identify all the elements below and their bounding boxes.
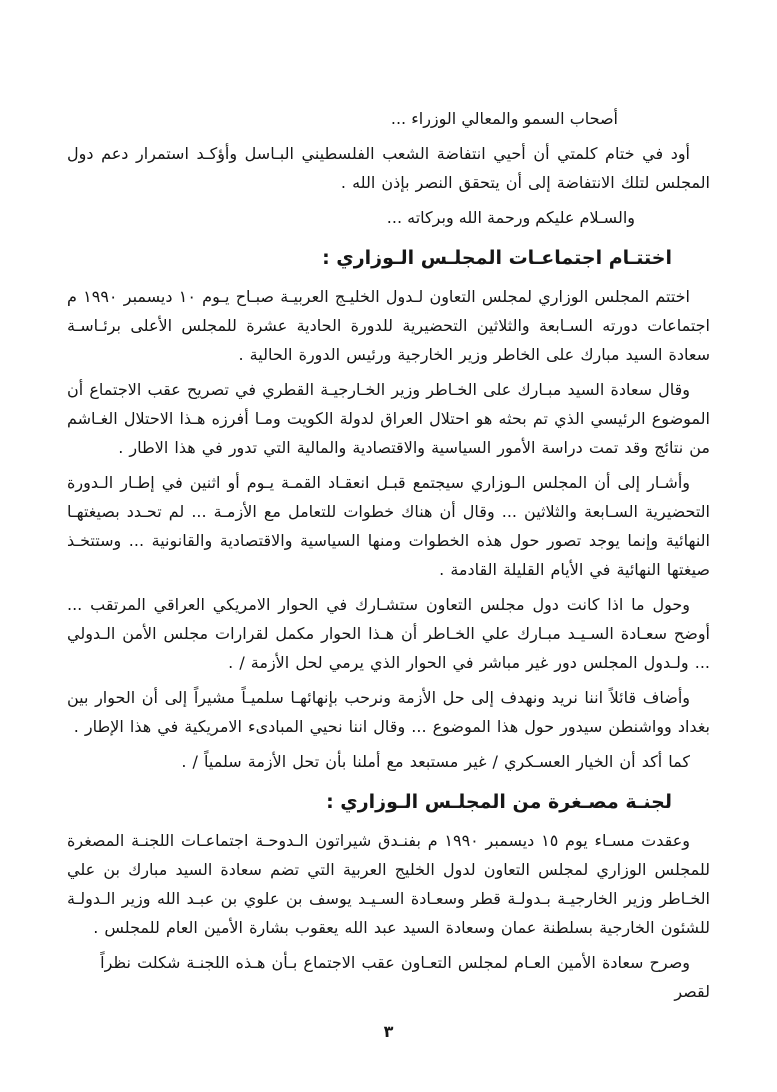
paragraph-peaceful-solution-remark: وأضاف قائلاً اننا نريد ونهدف إلى حل الأزمة ونرحب بإنهائهـا سلميـاً مشيراً إلى أن الحوار بين بغداد وواشنطن سيدور حول هذا الموضوع ... وقال اننا نحيي المبادىء الامريكية في هذا الإطار .: [67, 688, 710, 736]
farewell-line: والسـلام عليكم ورحمة الله وبركاته ...: [386, 208, 635, 227]
page-number: ٣: [383, 1022, 394, 1041]
closing-remarks-paragraph: أود في ختام كلمتي أن أحيي انتفاضة الشعب الفلسطيني البـاسل وأؤكـد استمرار دعم دول المجلس لتلك الانتفاضة إلى أن يتحقق النصر بإذن الله .: [67, 144, 710, 192]
paragraph-secretary-general-statement: وصرح سعادة الأمين العـام لمجلس التعـاون عقب الاجتماع بـأن هـذه اللجنـة شكلت نظراً لقصر: [100, 953, 710, 1001]
paragraph-council-will-meet-before-summit: وأشـار إلى أن المجلس الـوزاري سيجتمع قبـل انعقـاد القمـة يـوم أو اثنين في إطـار الـدورة التحضيرية السـابعة والثلاثين ... وقال أن هناك خطوات للتعامل مع الأزمـة ... لم تحـدد بصيغتهـا النهائية وإنما يوجد تصور حول هذه الخطوات ومنها السياسية والاقتصادية والقانونية ... وستتخـذ صيغتها النهائية في الأيام القليلة القادمة .: [67, 473, 710, 579]
paragraph-council-concluded-meetings: اختتم المجلس الوزاري لمجلس التعاون لـدول الخليـج العربيـة صبـاح يـوم ١٠ ديسمبر ١٩٩٠ م اجتماعات دورته السـابعة والثلاثين التحضيرية للدورة الحادية عشرة للمجلس الأعلى برئـاسـة سعادة السيد مبارك على الخاطر وزير الخارجية ورئيس الدورة الحالية .: [67, 287, 710, 364]
section-title-closing-of-ministerial-council-meetings: اختتـام اجتماعـات المجلـس الـوزاري :: [322, 247, 672, 269]
paragraph-mini-committee-meeting-details: وعقدت مسـاء يوم ١٥ ديسمبر ١٩٩٠ م بفنـدق شيراتون الـدوحـة اجتماعـات اللجنـة المصغرة للمجلس الوزاري لمجلس التعاون لدول الخليج العربية التي تضم سعادة السيد مبارك بن علي الخـاطر وزير الخارجيـة بـدولـة قطر وسعـادة السـيـد يوسف بن علوي بن عبـد الله وزير الـدولـة للشئون الخارجية بسلطنة عمان وسعادة السيد عبد الله يعقوب بشارة الأمين العام للمجلس .: [67, 831, 710, 937]
section-title-mini-committee-of-ministerial-council: لجنـة مصـغرة من المجلـس الـوزاري :: [326, 791, 672, 813]
paragraph-military-option-remark: كما أكد أن الخيار العسـكري / غير مستبعد مع أملنا بأن تحل الأزمة سلمياً / .: [181, 752, 690, 771]
paragraph-foreign-minister-statement: وقال سعادة السيد مبـارك على الخـاطر وزير الخـارجيـة القطري في تصريح عقب الاجتماع أن الموضوع الرئيسي الذي تم بحثه هو احتلال العراق لدولة الكويت ومـا أفرزه هـذا الاحتلال الغـاشم من نتائج وقد تمت دراسة الأمور السياسية والاقتصادية والمالية التي تدور في هذا الاطار .: [67, 380, 710, 457]
document-content: [67, 104, 710, 1012]
paragraph-dialogue-participation: وحول ما اذا كانت دول مجلس التعاون ستشـارك في الحوار الامريكي العراقي المرتقب ... أوضح سعـادة السـيـد مبـارك علي الخـاطر أن هـذا الحوار مكمل لقرارات مجلس الأمن الـدولي ... ولـدول المجلس دور غير مباشر في الحوار الذي يرمي لحل الأزمة / .: [67, 595, 710, 672]
salutation-line: أصحاب السمو والمعالي الوزراء ...: [390, 109, 618, 128]
